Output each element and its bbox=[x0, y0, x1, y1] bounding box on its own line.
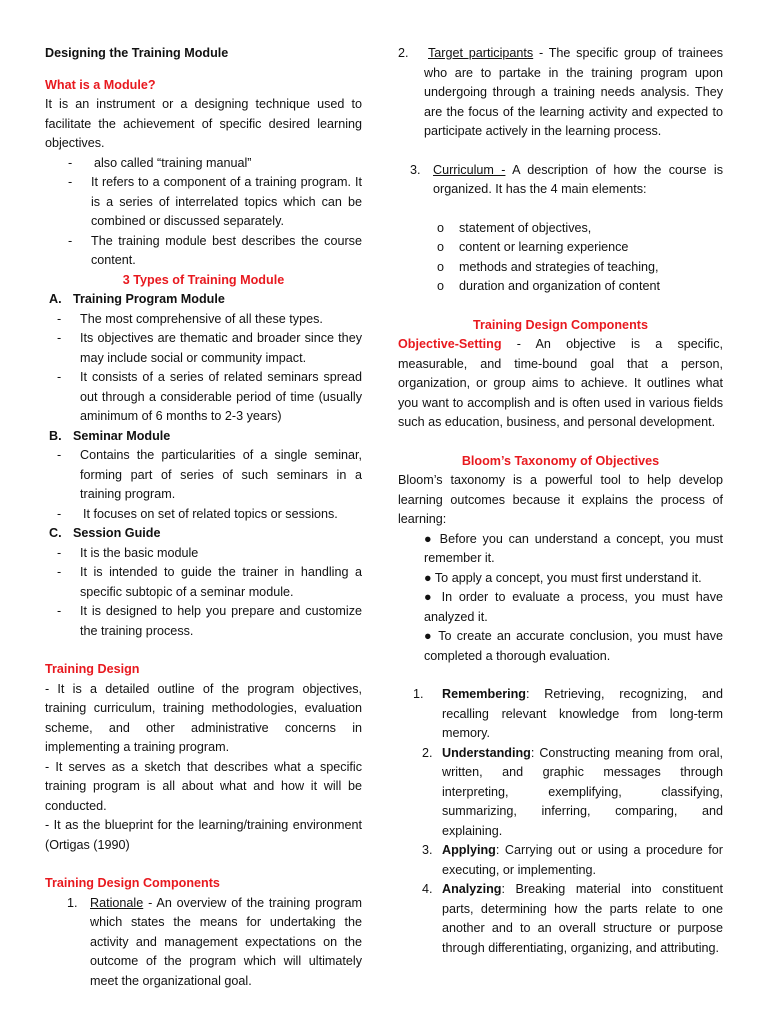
components-heading: Training Design Components bbox=[45, 876, 220, 890]
module-heading: What is a Module? bbox=[45, 77, 156, 92]
module-point: - The training module best describes the course content. bbox=[68, 233, 362, 267]
element-item: o methods and strategies of teaching, bbox=[437, 259, 659, 274]
bloom-level: 4. Analyzing: Breaking material into constituent parts, determining how the parts relate to one another and to an overall structure or purpose through differentiating, organizing, and attributing. bbox=[422, 882, 723, 955]
type-heading: B. Seminar Module bbox=[49, 428, 171, 443]
component-item: 3. Curriculum - A description of how the course is organized. It has the 4 main elements: bbox=[410, 162, 723, 196]
level-term: Remembering bbox=[442, 687, 526, 701]
type-point: - It is the basic module bbox=[57, 545, 199, 560]
level-term: Understanding bbox=[442, 745, 531, 760]
type-point: - It is designed to help you prepare and customize the training process. bbox=[57, 604, 362, 638]
bloom-level: 3. Applying: Carrying out or using a procedure for executing, or implementing. bbox=[422, 843, 723, 877]
bloom-point: ● To apply a concept, you must first understand it. bbox=[424, 570, 702, 585]
component-item: 2. Target participants - The specific group of trainees who are to partake in the training program upon undergoing through a training needs analysis. They are the focus of the learning activity and expected to participate actively in the learning process. bbox=[398, 46, 724, 138]
bullet-icon: ● bbox=[424, 531, 434, 546]
component-text: - An overview of the training program which states the means for undertaking the activity and management expectations on the outcome of the program which will ultimately meet the organizational goal. bbox=[90, 895, 362, 988]
component-text: A description of how the course is organized. It has the 4 main elements: bbox=[433, 162, 723, 196]
bloom-point: ● To create an accurate conclusion, you must have completed a thorough evaluation. bbox=[424, 629, 724, 663]
right-column bbox=[398, 44, 723, 958]
training-design-heading: Training Design bbox=[45, 662, 140, 676]
component-term: Target participants bbox=[428, 46, 534, 60]
type-point: - The most comprehensive of all these types. bbox=[57, 311, 323, 326]
bullet-icon: ● bbox=[424, 570, 432, 585]
level-term: Applying bbox=[442, 843, 496, 857]
training-design-paragraph: - It serves as a sketch that describes what a specific training program is all about what and how it will be conducted. bbox=[45, 759, 362, 813]
module-point: - It refers to a component of a training program. It is a series of interrelated topics which can be combined or discussed separately. bbox=[68, 175, 362, 228]
module-intro: It is an instrument or a designing technique used to facilitate the achievement of specific desired learning objectives. bbox=[45, 97, 362, 150]
bullet-icon: ● bbox=[424, 629, 434, 643]
component-term: Curriculum - bbox=[433, 162, 506, 177]
training-design-paragraph: - It as the blueprint for the learning/training environment (Ortigas (1990) bbox=[45, 818, 362, 852]
type-point: - It consists of a series of related seminars spread out through a considerable period of time (usually aminimum of 6 months to 2-3 years) bbox=[57, 370, 362, 423]
objective-paragraph bbox=[398, 335, 723, 433]
objective-term: Objective-Setting bbox=[398, 337, 502, 351]
type-point: - Contains the particularities of a single seminar, forming part of series of such seminars in a training program. bbox=[57, 448, 362, 501]
element-item: o content or learning experience bbox=[437, 240, 629, 254]
type-point: - Its objectives are thematic and broader since they may include social or community impact. bbox=[57, 331, 362, 365]
components-heading: Training Design Components bbox=[473, 317, 648, 332]
document-title: Designing the Training Module bbox=[45, 46, 229, 60]
component-text: - The specific group of trainees who are to partake in the training program upon undergoing through a training needs analysis. They are the focus of the learning activity and expected to participate actively in the learning process. bbox=[424, 46, 724, 138]
bloom-level: 1. Remembering: Retrieving, recognizing, and recalling relevant knowledge from long-term memory. bbox=[413, 687, 723, 740]
element-item: o statement of objectives, bbox=[437, 220, 592, 235]
type-point: - It focuses on set of related topics or sessions. bbox=[57, 506, 338, 521]
bloom-heading: Bloom’s Taxonomy of Objectives bbox=[461, 453, 660, 468]
bullet-icon: ● bbox=[424, 590, 435, 604]
left-column bbox=[45, 44, 362, 991]
bloom-point: ● In order to evaluate a process, you must have analyzed it. bbox=[424, 590, 724, 624]
bloom-intro: Bloom’s taxonomy is a powerful tool to help develop learning outcomes because it explains the process of learning: bbox=[398, 473, 723, 526]
module-point: - also called “training manual” bbox=[68, 155, 252, 170]
type-point: - It is intended to guide the trainer in handling a specific subtopic of a seminar module. bbox=[57, 565, 362, 599]
bloom-level: 2. Understanding: Constructing meaning from oral, written, and graphic messages through interpreting, exemplifying, classifying, summarizing, inferring, comparing, and explaining. bbox=[422, 745, 723, 838]
type-heading: C. Session Guide bbox=[49, 526, 161, 540]
types-heading: 3 Types of Training Module bbox=[122, 272, 285, 287]
component-term: Rationale bbox=[90, 895, 144, 910]
element-item: o duration and organization of content bbox=[437, 279, 660, 293]
bloom-point: ● Before you can understand a concept, you must remember it. bbox=[424, 531, 724, 565]
training-design-paragraph: - It is a detailed outline of the program objectives, training curriculum, training methodologies, evaluation scheme, and other administrative concerns in implementing a training program. bbox=[45, 681, 362, 754]
component-item: 1. Rationale - An overview of the training program which states the means for undertaking the activity and management expectations on the outcome of the program which will ultimately meet the organizational goal. bbox=[67, 895, 362, 988]
type-heading: A. Training Program Module bbox=[49, 292, 225, 306]
objective-text: - An objective is a specific, measurable, and time-bound goal that a person, organization, or group aims to achieve. It outlines what you want to accomplish and is often used in various fields such as education, business, and personal development. bbox=[398, 337, 723, 429]
level-term: Analyzing bbox=[442, 882, 502, 896]
